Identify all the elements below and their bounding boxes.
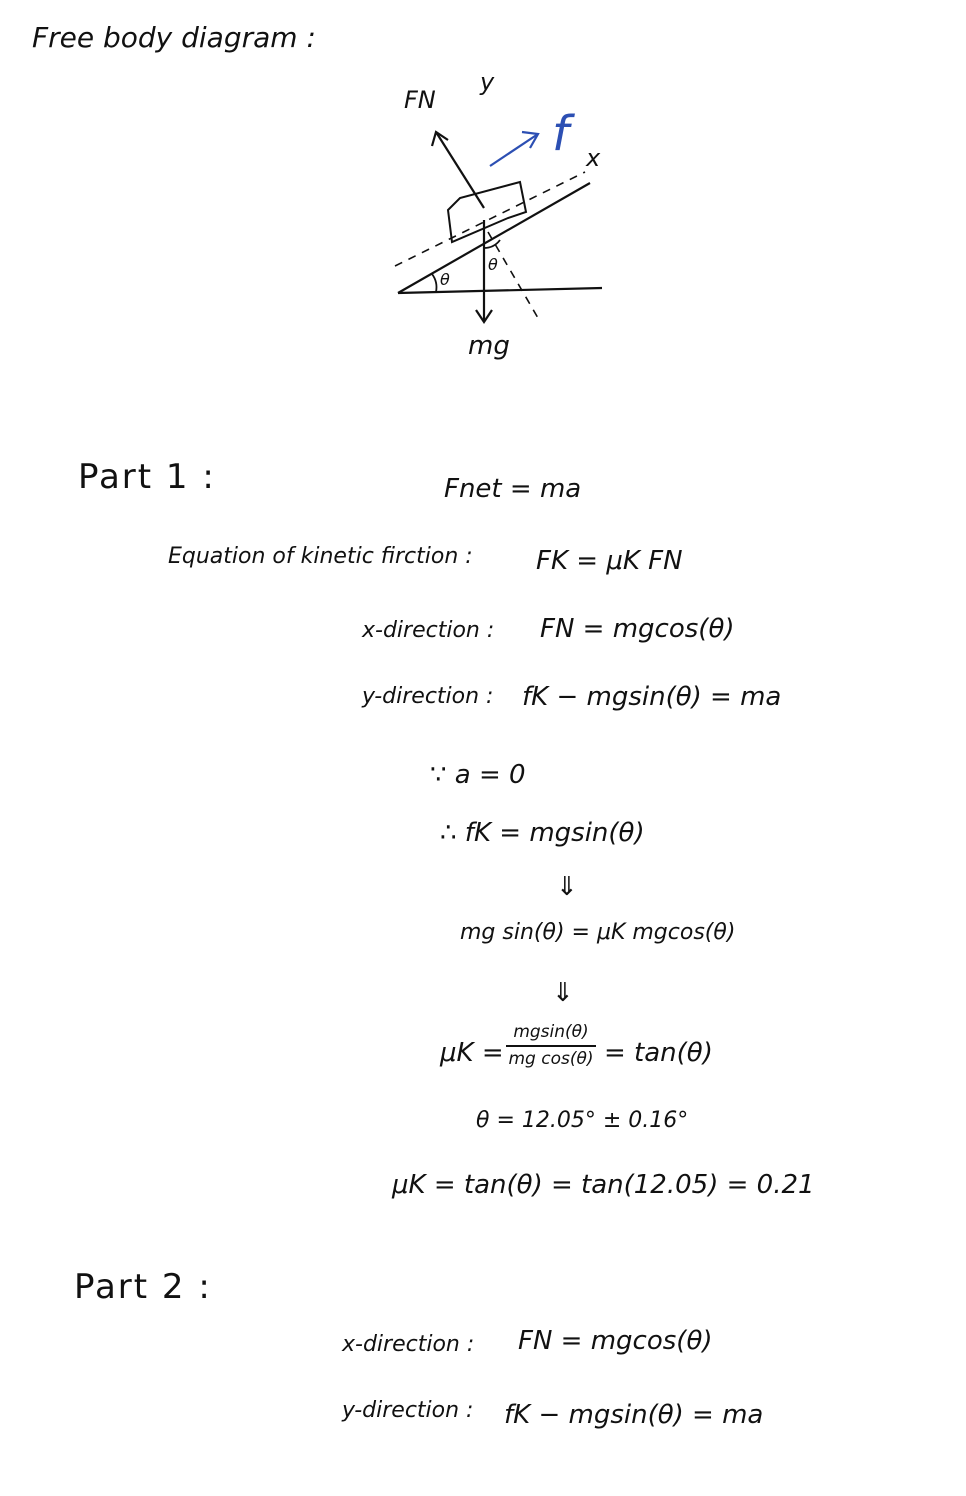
part1-muk-rhs: = tan(θ) [604,1038,713,1068]
page-heading: Free body diagram : [32,21,316,54]
part1-eq-mid: mg sin(θ) = μK mgcos(θ) [460,920,736,945]
block [448,182,526,242]
part1-kinetic-label: Equation of kinetic firction : [168,544,473,569]
fraction-numerator: mgsin(θ) [513,1022,589,1042]
part2-x-label: x-direction : [342,1332,475,1357]
label-f: f [552,106,569,162]
part2-title: Part 2 : [74,1267,212,1307]
part1-kinetic-eq: FK = μK FN [536,546,683,576]
part1-because: ∵ a = 0 [430,760,526,790]
part1-y-label: y-direction : [362,684,494,709]
incline-line [398,183,590,293]
fraction-bar [506,1045,596,1047]
part1-theta-value: θ = 12.05° ± 0.16° [476,1108,689,1133]
part2-y-label: y-direction : [342,1398,474,1423]
incline-angle-arc [432,274,437,292]
muk-fraction [506,1024,596,1068]
part1-x-eq: FN = mgcos(θ) [540,614,735,644]
friction-arrow [490,134,538,166]
ground-line [398,288,602,293]
label-fn: FN [404,86,436,114]
part1-therefore: ∴ fK = mgsin(θ) [440,818,645,848]
label-theta-incline: θ [440,270,450,289]
implies-arrow-2: ⇓ [552,978,574,1008]
part2-y-eq: fK − mgsin(θ) = ma [504,1400,764,1430]
part2-x-eq: FN = mgcos(θ) [518,1326,713,1356]
part1-x-label: x-direction : [362,618,495,643]
part1-muk-lhs: μK = [440,1038,504,1068]
free-body-diagram [380,60,640,390]
label-mg: mg [468,331,510,361]
part1-y-eq: fK − mgsin(θ) = ma [522,682,782,712]
part1-fnet: Fnet = ma [444,474,582,504]
label-y: y [480,68,495,96]
part1-muk-value: μK = tan(θ) = tan(12.05) = 0.21 [392,1170,815,1200]
x-axis-dashed [395,172,585,266]
normal-force-arrow [436,132,484,208]
label-x: x [586,144,601,172]
implies-arrow-1: ⇓ [556,872,578,902]
fraction-denominator: mg cos(θ) [508,1049,594,1069]
part1-title: Part 1 : [78,457,216,497]
label-theta-weight: θ [488,255,498,274]
